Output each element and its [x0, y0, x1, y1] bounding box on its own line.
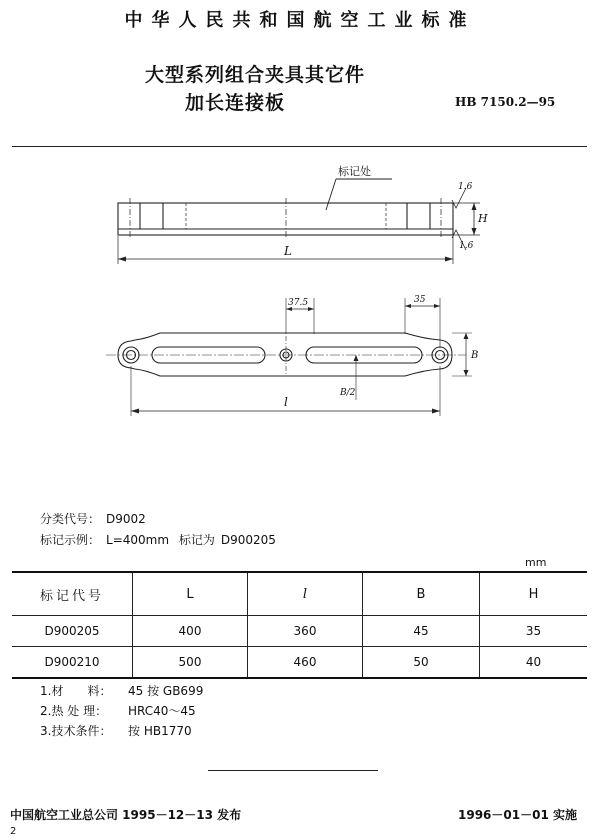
- slot-dim-37-5-label: 37.5: [288, 298, 309, 308]
- issue-date: 中国航空工业总公司 1995－12－13 发布: [10, 808, 242, 822]
- dim-H-label: H: [478, 212, 488, 225]
- marking-example-mark-label: 标记为: [178, 533, 215, 547]
- standard-number: HB 7150.2—95: [455, 95, 556, 109]
- note-material-value: 45 按 GB699: [128, 684, 204, 698]
- table-header-row: [12, 572, 587, 616]
- surface-finish-2-label: 1.6: [459, 241, 474, 251]
- note-heat-treatment-label: 2.热 处 理：: [40, 704, 108, 718]
- document-title-line-2: 加长连接板: [185, 92, 286, 114]
- note-material: [40, 682, 203, 699]
- end-of-text-rule: [208, 770, 378, 771]
- cell-code: D900205: [12, 616, 133, 647]
- col-header-B: B: [363, 572, 480, 616]
- technical-drawing: [0, 148, 600, 448]
- note-material-label: 1.材 料：: [40, 684, 112, 698]
- classification-code-label: 分类代号：: [40, 512, 101, 526]
- effective-date: 1996－01－01 实施: [458, 808, 577, 822]
- cell-l: 460: [248, 647, 363, 679]
- cell-H: 40: [480, 647, 588, 679]
- marking-leader: [326, 179, 336, 210]
- side-view: [118, 179, 480, 264]
- cell-code: D900210: [12, 647, 133, 679]
- note-technical-conditions-value: 按 HB1770: [128, 724, 192, 738]
- marking-label: 标记处: [338, 165, 371, 178]
- marking-example-label: 标记示例：: [40, 533, 101, 547]
- note-technical-conditions-label: 3.技术条件：: [40, 724, 112, 738]
- unit-label: mm: [525, 556, 547, 569]
- page-number: 2: [10, 826, 17, 837]
- specification-table: [12, 571, 587, 679]
- classification-code-value: D9002: [106, 512, 146, 526]
- dim-B-label: B: [471, 350, 479, 361]
- cell-B: 50: [363, 647, 480, 679]
- side-view-outline: [118, 203, 453, 235]
- marking-example-value: L=400mm: [106, 533, 170, 547]
- marking-example: [40, 531, 282, 548]
- dim-l-label: l: [284, 395, 288, 409]
- cell-l: 360: [248, 616, 363, 647]
- col-header-code: 标记代号: [12, 572, 133, 616]
- col-header-l: l: [248, 572, 363, 616]
- note-heat-treatment: [40, 702, 196, 719]
- marking-example-mark-value: D900205: [220, 533, 276, 547]
- cell-L: 400: [133, 616, 248, 647]
- dim-L-label: L: [284, 244, 292, 258]
- dim-B-half-label: B/2: [340, 388, 356, 398]
- col-header-L: L: [133, 572, 248, 616]
- cell-L: 500: [133, 647, 248, 679]
- note-heat-treatment-value: HRC40～45: [128, 704, 196, 718]
- cell-B: 45: [363, 616, 480, 647]
- surface-finish-1-label: 1.6: [458, 182, 473, 192]
- plan-outline: [118, 333, 452, 376]
- header-divider: [12, 146, 587, 147]
- cell-H: 35: [480, 616, 588, 647]
- table-row: [12, 616, 587, 647]
- standard-organization: 中华人民共和国航空工业标准: [124, 10, 476, 31]
- classification-code: [40, 510, 152, 527]
- note-technical-conditions: [40, 722, 192, 739]
- document-title-line-1: 大型系列组合夹具其它件: [145, 64, 366, 86]
- col-header-H: H: [480, 572, 588, 616]
- table-row: [12, 647, 587, 679]
- slot-dim-35-label: 35: [414, 295, 426, 305]
- plan-view: [106, 298, 472, 416]
